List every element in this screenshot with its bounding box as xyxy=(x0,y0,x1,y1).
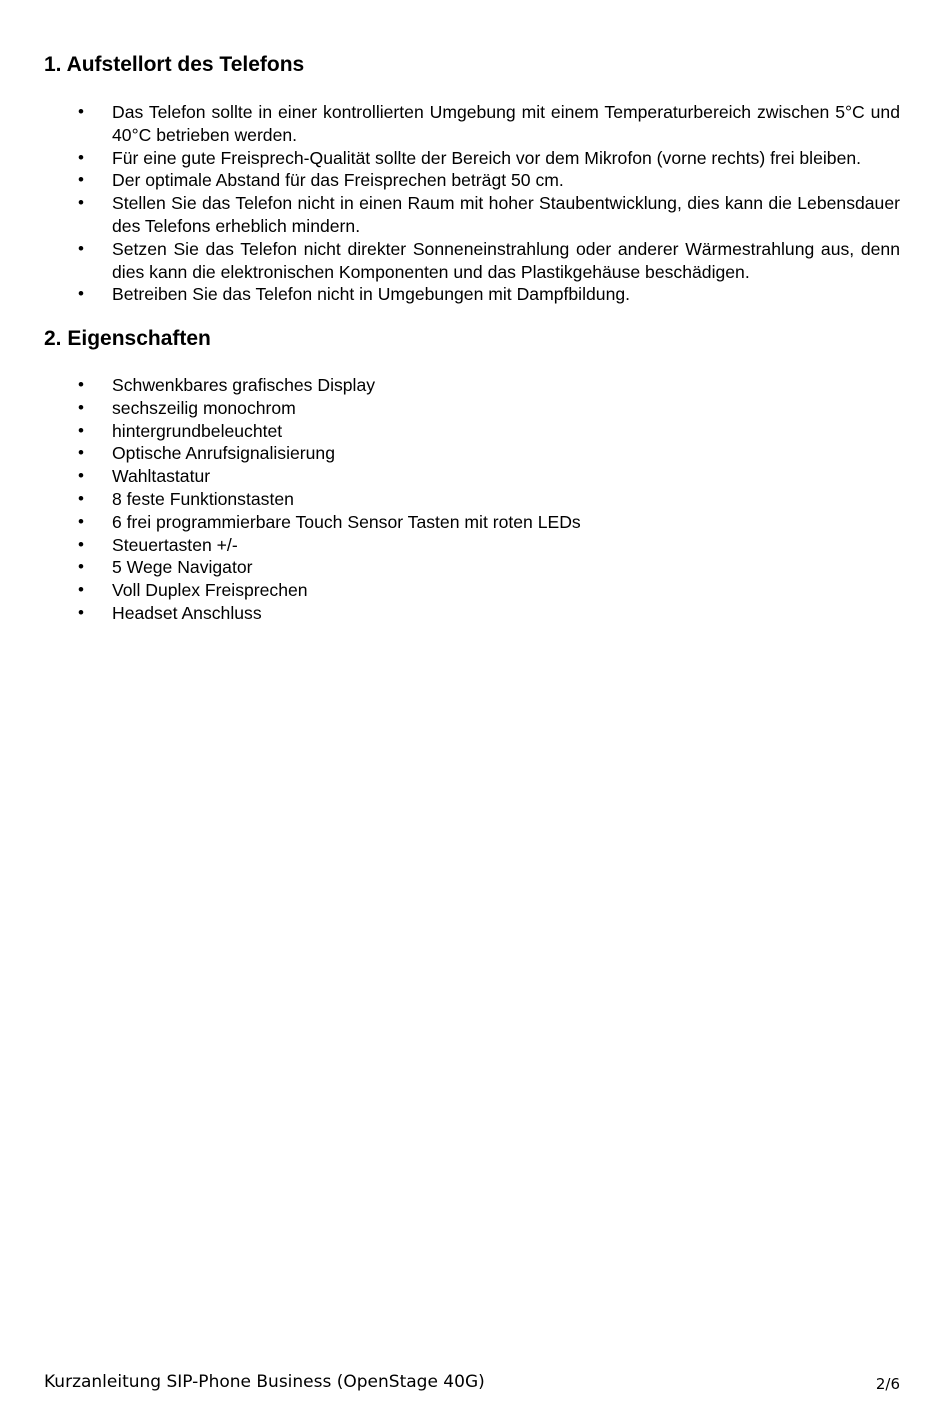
list-item: • Headset Anschluss xyxy=(74,602,900,625)
list-item: • Schwenkbares grafisches Display xyxy=(74,374,900,397)
list-item: • 8 feste Funktionstasten xyxy=(74,488,900,511)
aufstellort-list xyxy=(74,101,900,306)
list-item: • Stellen Sie das Telefon nicht in einen Raum mit hoher Staubentwicklung, dies kann die Lebensdauer des Telefons erheblich mindern. xyxy=(74,192,900,238)
eigenschaften-list xyxy=(74,374,900,625)
list-item: • sechszeilig monochrom xyxy=(74,397,900,420)
list-item: • Optische Anrufsignalisierung xyxy=(74,442,900,465)
footer-title: Kurzanleitung SIP-Phone Business (OpenStage 40G) xyxy=(44,1372,485,1392)
list-item: • Setzen Sie das Telefon nicht direkter Sonneneinstrahlung oder anderer Wärmestrahlung aus, denn dies kann die elektronischen Komponenten und das Plastikgehäuse beschädigen. xyxy=(74,238,900,284)
list-item: • Steuertasten +/- xyxy=(74,534,900,557)
list-item: • Das Telefon sollte in einer kontrollierten Umgebung mit einem Temperaturbereich zwischen 5°C und 40°C betrieben werden. xyxy=(74,101,900,147)
section-heading-aufstellort: 1. Aufstellort des Telefons xyxy=(44,53,305,76)
list-item: • Betreiben Sie das Telefon nicht in Umgebungen mit Dampfbildung. xyxy=(74,283,900,306)
list-item: • Der optimale Abstand für das Freisprechen beträgt 50 cm. xyxy=(74,169,900,192)
list-item: • 6 frei programmierbare Touch Sensor Tasten mit roten LEDs xyxy=(74,511,900,534)
list-item: • hintergrundbeleuchtet xyxy=(74,420,900,443)
list-item: • Wahltastatur xyxy=(74,465,900,488)
list-item: • Voll Duplex Freisprechen xyxy=(74,579,900,602)
section-heading-eigenschaften: 2. Eigenschaften xyxy=(44,327,211,350)
list-item: • Für eine gute Freisprech-Qualität sollte der Bereich vor dem Mikrofon (vorne rechts) frei bleiben. xyxy=(74,147,900,170)
page-number: 2/6 xyxy=(875,1375,900,1393)
list-item: • 5 Wege Navigator xyxy=(74,556,900,579)
